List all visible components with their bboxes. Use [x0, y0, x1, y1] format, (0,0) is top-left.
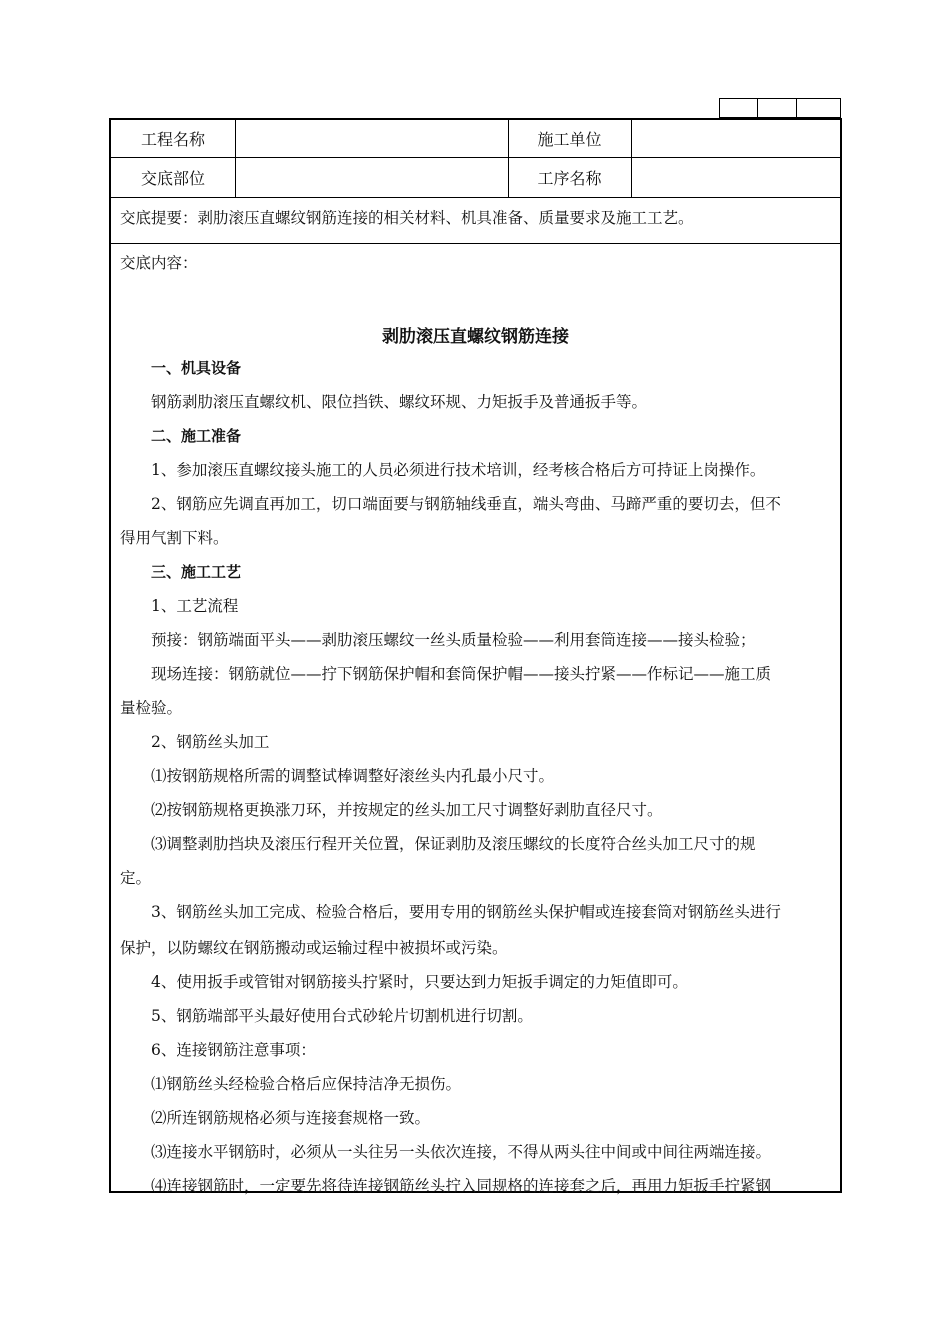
paragraph-line: ⑴钢筋丝头经检验合格后应保持洁净无损伤。 — [151, 1075, 462, 1093]
handover-summary: 交底提要：剥肋滚压直螺纹钢筋连接的相关材料、机具准备、质量要求及施工工艺。 — [120, 209, 694, 227]
paragraph-line: 1、工艺流程 — [151, 597, 239, 615]
construction-unit-value[interactable] — [631, 120, 840, 157]
top-box-1 — [720, 99, 758, 117]
construction-unit-label: 施工单位 — [508, 120, 632, 157]
process-name-value[interactable] — [631, 158, 840, 197]
paragraph-line: 现场连接：钢筋就位——拧下钢筋保护帽和套筒保护帽——接头拧紧——作标记——施工质 — [151, 665, 772, 683]
paragraph-line: 5、钢筋端部平头最好使用台式砂轮片切割机进行切割。 — [151, 1007, 533, 1025]
project-name-value[interactable] — [235, 120, 509, 157]
header-row-1 — [111, 120, 840, 158]
content-label: 交底内容： — [120, 254, 198, 272]
paragraph-line: 4、使用扳手或管钳对钢筋接头拧紧时，只要达到力矩扳手调定的力矩值即可。 — [151, 973, 688, 991]
paragraph-line: 3、钢筋丝头加工完成、检验合格后，要用专用的钢筋丝头保护帽或连接套筒对钢筋丝头进行 — [151, 903, 781, 921]
paragraph-line: 6、连接钢筋注意事项： — [151, 1041, 316, 1059]
paragraph-line: 定。 — [120, 869, 152, 887]
paragraph-line: 保护，以防螺纹在钢筋搬动或运输过程中被损坏或污染。 — [120, 939, 508, 957]
paragraph-line: ⑶调整剥肋挡块及滚压行程开关位置，保证剥肋及滚压螺纹的长度符合丝头加工尺寸的规 — [151, 835, 756, 853]
top-right-boxes — [719, 98, 841, 118]
summary-row — [111, 198, 840, 244]
paragraph-line: ⑵所连钢筋规格必须与连接套规格一致。 — [151, 1109, 431, 1127]
paragraph-line: 量检验。 — [120, 699, 183, 717]
paragraph-line: 1、参加滚压直螺纹接头施工的人员必须进行技术培训，经考核合格后方可持证上岗操作。 — [151, 461, 766, 479]
paragraph-line: 2、钢筋应先调直再加工，切口端面要与钢筋轴线垂直，端头弯曲、马蹄严重的要切去，但不 — [151, 495, 781, 513]
handover-part-label: 交底部位 — [111, 158, 236, 197]
paragraph-line: ⑴按钢筋规格所需的调整试棒调整好滚丝头内孔最小尺寸。 — [151, 767, 555, 785]
paragraph-line: 预接：钢筋端面平头——剥肋滚压螺纹一丝头质量检验——利用套筒连接——接头检验； — [151, 631, 756, 649]
top-box-2 — [758, 99, 797, 117]
section-heading: 二、施工准备 — [151, 427, 242, 445]
header-row-2 — [111, 158, 840, 198]
handover-content — [111, 244, 840, 1195]
section-heading: 三、施工工艺 — [151, 563, 242, 581]
handover-sheet — [109, 118, 842, 1193]
paragraph-line: ⑶连接水平钢筋时，必须从一头往另一头依次连接，不得从两头往中间或中间往两端连接。 — [151, 1143, 772, 1161]
project-name-label: 工程名称 — [111, 120, 236, 157]
paragraph-line: 2、钢筋丝头加工 — [151, 733, 270, 751]
section-heading: 一、机具设备 — [151, 359, 242, 377]
paragraph-line: ⑵按钢筋规格更换涨刀环，并按规定的丝头加工尺寸调整好剥肋直径尺寸。 — [151, 801, 663, 819]
paragraph-line: 钢筋剥肋滚压直螺纹机、限位挡铁、螺纹环规、力矩扳手及普通扳手等。 — [151, 393, 648, 411]
paragraph-line: ⑷连接钢筋时，一定要先将待连接钢筋丝头拧入同规格的连接套之后，再用力矩扳手拧紧钢 — [151, 1177, 772, 1195]
document-title: 剥肋滚压直螺纹钢筋连接 — [382, 327, 569, 347]
handover-part-value[interactable] — [235, 158, 509, 197]
top-box-3 — [797, 99, 840, 117]
paragraph-line: 得用气割下料。 — [120, 529, 229, 547]
process-name-label: 工序名称 — [508, 158, 632, 197]
